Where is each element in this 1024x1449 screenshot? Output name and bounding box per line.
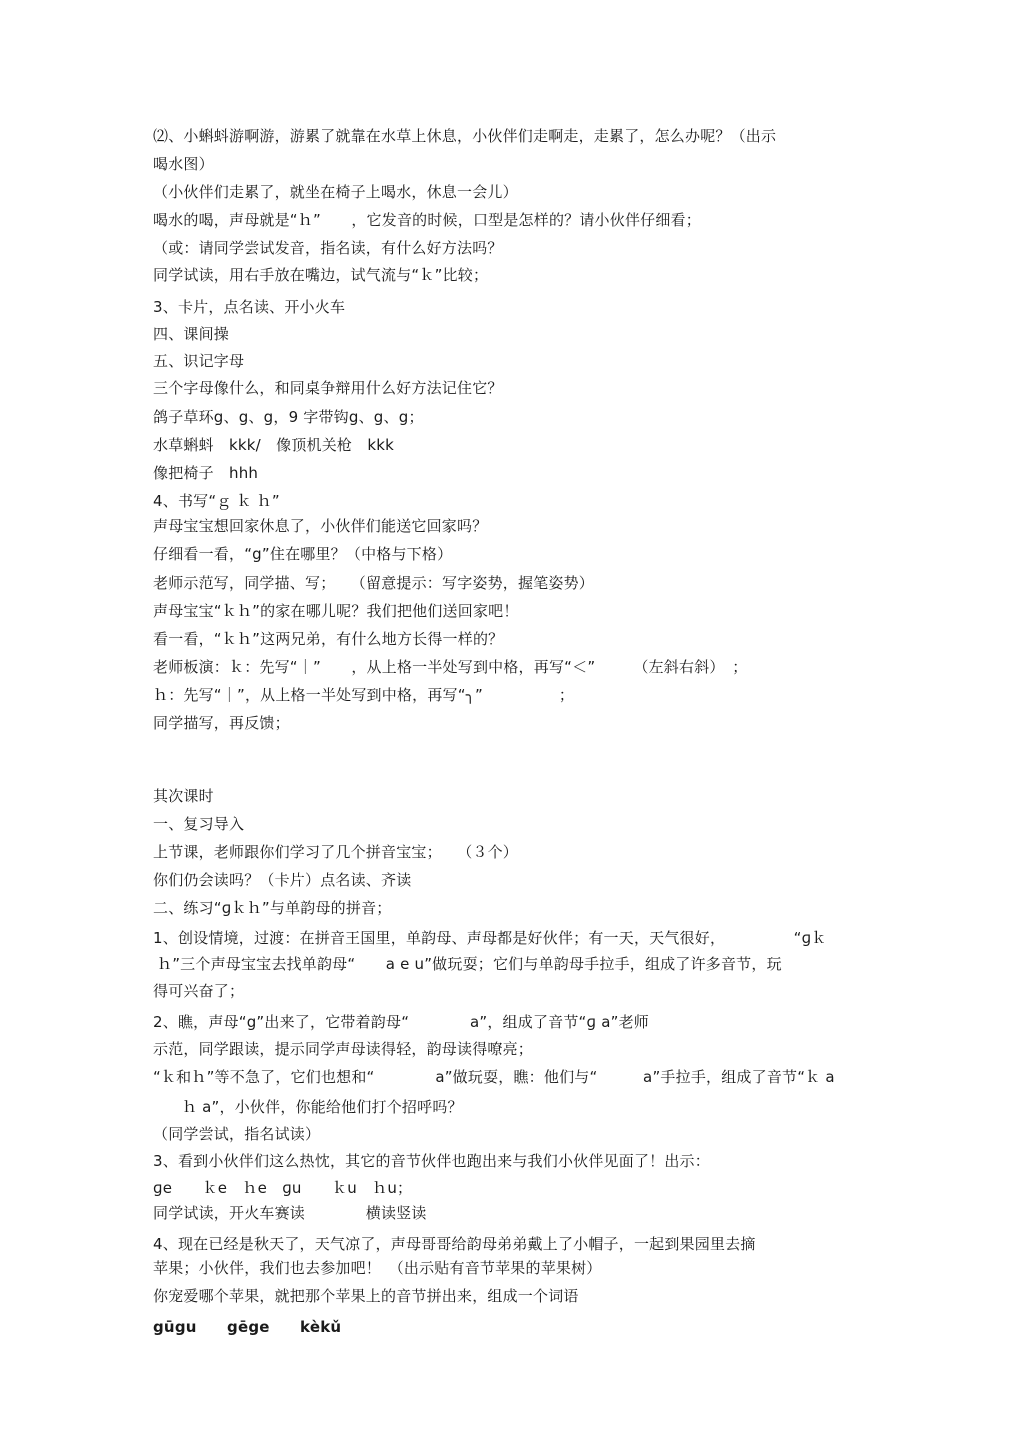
text-line: 3、看到小伙伴们这么热忱，其它的音节伙伴也跑出来与我们小伙伴见面了！出示： (153, 1152, 710, 1170)
text-line: 老师示范写，同学描、写； （留意提示：写字姿势，握笔姿势） (153, 574, 595, 592)
text-line: 水草蝌蚪 kkk/ 像顶机关枪 kkk (153, 436, 394, 454)
text-line: 上节课，老师跟你们学习了几个拼音宝宝； （３个） (153, 843, 519, 861)
text-line: 示范，同学跟读，提示同学声母读得轻，韵母读得嘹亮； (153, 1040, 534, 1058)
text-line: 你宠爱哪个苹果，就把那个苹果上的音节拼出来，组成一个词语 (153, 1287, 579, 1305)
text-line: 看一看，“ｋｈ”这两兄弟，有什么地方长得一样的？ (153, 630, 504, 648)
section-heading: 其次课时 (153, 787, 214, 805)
text-line: 像把椅子 hhh (153, 464, 259, 482)
text-line: ⑵、小蝌蚪游啊游，游累了就靠在水草上休息，小伙伴们走啊走，走累了，怎么办呢？（出示 (153, 127, 777, 145)
text-line: 五、识记字母 (153, 352, 245, 370)
text-line: （或：请同学尝试发音，指名读，有什么好方法吗？ (153, 239, 503, 257)
text-line: （同学尝试，指名试读） (153, 1125, 321, 1143)
text-line: 同学描写，再反馈； (153, 714, 290, 732)
text-line: 2、瞧，声母“g”出来了，它带着韵母“ a”，组成了音节“ɡ a”老师 (153, 1013, 649, 1031)
text-line: 声母宝宝“ｋｈ”的家在哪儿呢？我们把他们送回家吧！ (153, 602, 519, 620)
text-line: 二、练习“ɡｋｈ”与单韵母的拼音； (153, 899, 392, 917)
text-line: 声母宝宝想回家休息了，小伙伴们能送它回家吗？ (153, 517, 488, 535)
text-line: 1、创设情境，过渡：在拼音王国里，单韵母、声母都是好伙伴；有一天，天气很好， “ɡｋ (153, 929, 827, 947)
text-line: “ｋ和ｈ”等不急了，它们也想和“ a”做玩耍，瞧：他们与“ a”手拉手，组成了音节“ｋ a (153, 1068, 835, 1086)
text-line: 4、现在已经是秋天了，天气凉了，声母哥哥给韵母弟弟戴上了小帽子，一起到果园里去摘 (153, 1235, 756, 1253)
text-line: 喝水的喝，声母就是“ｈ” ，它发音的时候，口型是怎样的？请小伙伴仔细看； (153, 211, 701, 229)
text-line: 四、课间操 (153, 325, 230, 343)
text-line: ｈ a”，小伙伴，你能给他们打个招呼吗？ (182, 1098, 463, 1116)
text-line: 喝水图） (153, 155, 214, 173)
text-line: 同学试读，开火车赛读 横读竖读 (153, 1204, 427, 1222)
word-line: gūgu gēge kèkǔ (153, 1318, 342, 1336)
text-line: 苹果；小伙伴，我们也去参加吧！ （出示贴有音节苹果的苹果树） (153, 1259, 602, 1277)
text-line: （小伙伴们走累了，就坐在椅子上喝水，休息一会儿） (153, 183, 518, 201)
text-line: ｈ”三个声母宝宝去找单韵母“ a e u”做玩耍；它们与单韵母手拉手，组成了许多音节，玩 (157, 955, 782, 973)
syllable-line: ɡe ｋe ｈe ɡu ｋu ｈu； (153, 1179, 413, 1197)
text-line: 得可兴奋了； (153, 982, 245, 1000)
text-line: 一、复习导入 (153, 815, 245, 833)
text-line: 3、卡片，点名读、开小火车 (153, 298, 346, 316)
text-line: 鸽子草环g、g、g，9 字带钩g、g、g； (153, 408, 424, 426)
text-line: 三个字母像什么，和同桌争辩用什么好方法记住它？ (153, 379, 503, 397)
text-line: 同学试读，用右手放在嘴边，试气流与“ｋ”比较； (153, 266, 489, 284)
text-line: ｈ：先写“｜”，从上格一半处写到中格，再写“╮” ； (153, 686, 575, 704)
text-line: 4、书写“ｇ ｋ ｈ” (153, 492, 280, 510)
text-line: 你们仍会读吗？（卡片）点名读、齐读 (153, 871, 412, 889)
text-line: 仔细看一看，“g”住在哪里？（中格与下格） (153, 545, 453, 563)
text-line: 老师板演：ｋ：先写“｜” ，从上格一半处写到中格，再写“＜” （左斜右斜） ； (153, 658, 748, 676)
